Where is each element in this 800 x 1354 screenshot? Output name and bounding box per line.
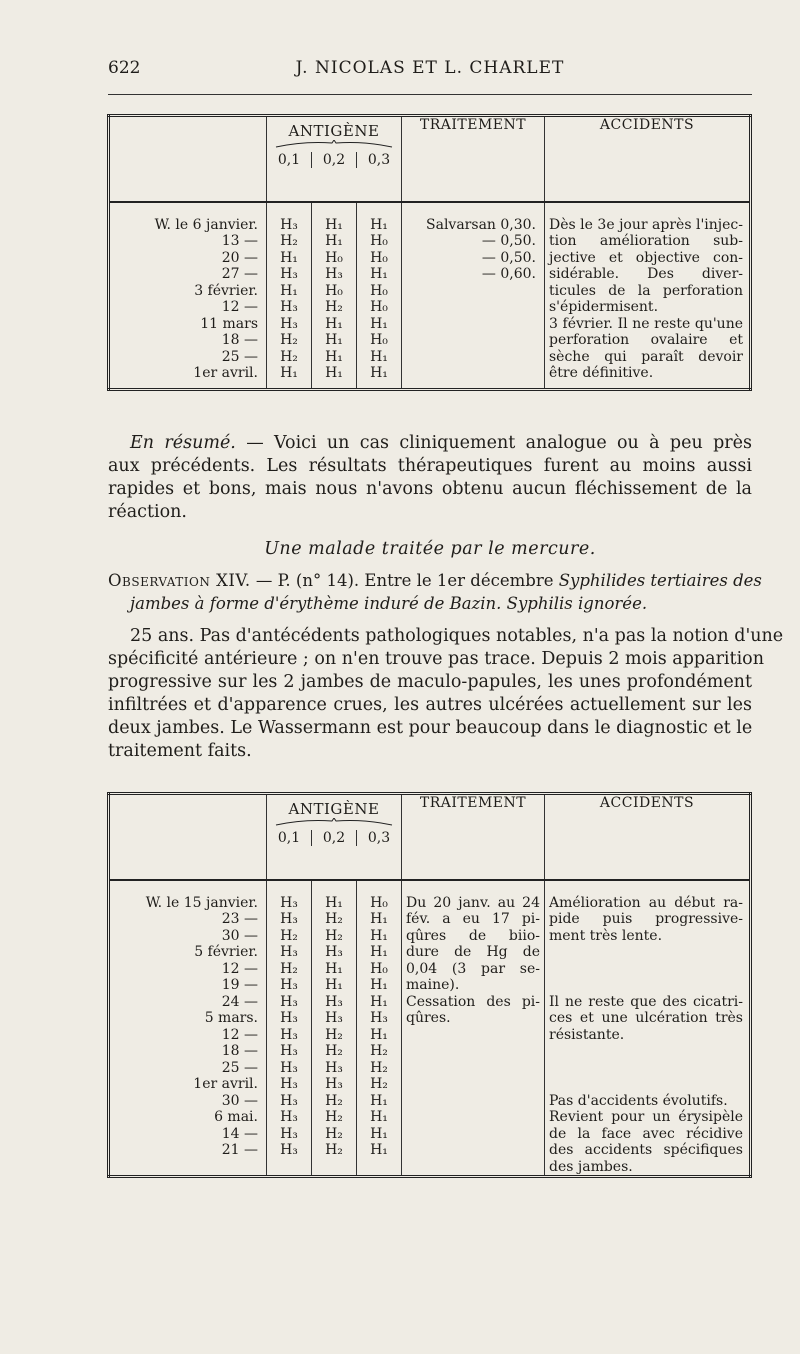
header-rule xyxy=(108,94,752,95)
antigen-value: H₁ xyxy=(370,216,388,233)
traitement-header: TRAITEMENT xyxy=(402,794,545,880)
antigen-value: H₁ xyxy=(280,365,298,381)
antigen-value: H₂ xyxy=(280,960,298,977)
antigen-value: H₃ xyxy=(280,1092,298,1109)
accidents-cell xyxy=(545,880,751,1177)
date-cells xyxy=(109,880,267,1177)
antigen-value: H₃ xyxy=(325,944,343,960)
antigen-value: H₀ xyxy=(325,282,343,299)
antigen-0.3-cells xyxy=(357,202,402,390)
antigen-value: H₀ xyxy=(370,332,388,348)
antigen-value: H₃ xyxy=(280,216,298,233)
antigen-value: H₂ xyxy=(325,1125,343,1142)
antigen-value: H₀ xyxy=(370,299,388,315)
row-date: 21 — xyxy=(221,1142,258,1158)
running-title: J. NICOLAS ET L. CHARLET xyxy=(295,58,565,78)
results-table-1 xyxy=(107,114,752,391)
antigen-value: H₁ xyxy=(325,348,343,365)
resume-line-1: En résumé. — Voici un cas cliniquement analogue ou à peu près xyxy=(130,433,752,453)
date-column-header xyxy=(109,794,267,880)
antigen-value: H₁ xyxy=(370,315,388,332)
antigen-value: H₃ xyxy=(370,1010,388,1026)
accidents-line: Dès le 3e jour après l'injec- xyxy=(549,216,743,233)
brace-icon xyxy=(274,140,394,148)
antigen-value: H₃ xyxy=(280,266,298,282)
antigen-value: H₁ xyxy=(370,266,388,282)
dose-label: 0,2 xyxy=(311,830,356,847)
row-date: 23 — xyxy=(221,911,258,927)
case-line: progressive sur les 2 jambes de maculo-papules, les unes profondément xyxy=(108,672,752,692)
traitement-line: — 0,50. xyxy=(481,233,536,249)
accidents-line: sèche qui paraît devoir xyxy=(549,348,743,365)
case-line: 25 ans. Pas d'antécédents pathologiques notables, n'a pas la notion d'une xyxy=(130,626,784,646)
antigen-value: H₃ xyxy=(280,944,298,960)
accidents-line: de la face avec récidive xyxy=(549,1125,743,1142)
antigen-value: H₃ xyxy=(280,1125,298,1142)
antigen-value: H₃ xyxy=(325,1076,343,1092)
row-date: W. le 6 janvier. xyxy=(154,216,258,233)
row-date: 5 mars. xyxy=(204,1010,258,1026)
blank-line xyxy=(549,1060,743,1077)
antigen-value: H₀ xyxy=(325,249,343,266)
body-text xyxy=(108,432,784,763)
traitement-line: — 0,60. xyxy=(481,266,536,282)
antigen-value: H₃ xyxy=(280,1076,298,1092)
antigen-value: H₀ xyxy=(370,960,388,977)
antigen-label: ANTIGÈNE xyxy=(288,800,380,818)
traitement-line: fév. a eu 17 pi- xyxy=(406,911,540,927)
traitement-line: Salvarsan 0,30. xyxy=(426,216,536,233)
antigen-value: H₃ xyxy=(280,1043,298,1059)
antigen-value: H₁ xyxy=(325,216,343,233)
page-header xyxy=(108,58,752,84)
blank-line xyxy=(549,944,743,961)
dose-label: 0,3 xyxy=(356,152,401,169)
antigen-0.1-cells xyxy=(267,202,312,390)
row-date: W. le 15 janvier. xyxy=(145,894,258,911)
antigen-header xyxy=(267,794,402,880)
antigen-value: H₃ xyxy=(280,1026,298,1043)
observation-line-2: jambes à forme d'érythème induré de Bazin. Syphilis ignorée. xyxy=(130,594,648,613)
accidents-cell xyxy=(545,202,751,390)
antigen-value: H₂ xyxy=(325,1026,343,1043)
antigen-value: H₁ xyxy=(370,348,388,365)
antigen-value: H₂ xyxy=(280,927,298,944)
blank-line xyxy=(549,961,743,978)
dose-label: 0,1 xyxy=(277,829,301,846)
antigen-value: H₀ xyxy=(370,233,388,249)
antigen-value: H₁ xyxy=(325,960,343,977)
antigen-value: H₁ xyxy=(370,365,388,381)
antigen-value: H₃ xyxy=(325,993,343,1010)
accidents-line: tion amélioration sub- xyxy=(549,233,743,249)
antigen-value: H₂ xyxy=(280,332,298,348)
accidents-line: résistante. xyxy=(549,1026,625,1043)
observation-heading xyxy=(108,569,762,615)
section-subheading: Une malade traitée par le mercure. xyxy=(264,539,596,559)
antigen-0.3-cells xyxy=(357,880,402,1177)
accidents-line: ces et une ulcération très xyxy=(549,1010,743,1026)
antigen-value: H₃ xyxy=(280,977,298,993)
antigen-value: H₂ xyxy=(325,1043,343,1059)
traitement-line: qûres de biio- xyxy=(406,927,540,944)
antigen-value: H₁ xyxy=(280,282,298,299)
antigen-value: H₂ xyxy=(325,927,343,944)
antigen-value: H₁ xyxy=(370,927,388,944)
accidents-line: sidérable. Des diver- xyxy=(549,266,743,282)
antigen-value: H₂ xyxy=(280,233,298,249)
blank-line xyxy=(549,1043,743,1060)
traitement-cell xyxy=(402,880,545,1177)
traitement-line: dure de Hg de xyxy=(406,944,540,960)
accidents-line: ment très lente. xyxy=(549,927,663,944)
antigen-value: H₂ xyxy=(325,1109,343,1125)
date-cells xyxy=(109,202,267,390)
traitement-cell xyxy=(402,202,545,390)
accidents-line: pide puis progressive- xyxy=(549,911,743,927)
antigen-0.1-cells xyxy=(267,880,312,1177)
row-date: 20 — xyxy=(221,249,258,266)
blank-line xyxy=(549,1076,743,1093)
antigen-value: H₁ xyxy=(280,249,298,266)
case-paragraph xyxy=(108,625,784,763)
case-line: infiltrées et d'apparence crues, les autres ulcérées actuellement sur les xyxy=(108,695,752,715)
antigen-value: H₃ xyxy=(280,315,298,332)
accidents-line: être définitive. xyxy=(549,365,654,381)
brace-icon xyxy=(274,818,394,826)
accidents-header: ACCIDENTS xyxy=(545,794,751,880)
antigen-value: H₂ xyxy=(370,1076,388,1092)
row-date: 13 — xyxy=(221,233,258,249)
accidents-line: jective et objective con- xyxy=(549,249,743,266)
antigen-value: H₂ xyxy=(325,911,343,927)
antigen-value: H₂ xyxy=(325,1092,343,1109)
antigen-value: H₃ xyxy=(280,911,298,927)
antigen-value: H₂ xyxy=(280,348,298,365)
case-line: spécificité antérieure ; on n'en trouve pas trace. Depuis 2 mois apparition xyxy=(108,649,764,669)
row-date: 12 — xyxy=(221,299,258,315)
resume-paragraph xyxy=(108,432,752,524)
antigen-value: H₁ xyxy=(325,233,343,249)
traitement-line: — 0,50. xyxy=(481,249,536,266)
row-date: 14 — xyxy=(221,1125,258,1142)
case-line: deux jambes. Le Wassermann est pour beaucoup dans le diagnostic et le xyxy=(108,718,753,738)
antigen-value: H₁ xyxy=(370,1026,388,1043)
antigen-label: ANTIGÈNE xyxy=(288,122,380,140)
dose-labels xyxy=(267,152,401,169)
row-date: 6 mai. xyxy=(214,1109,258,1125)
results-table-2 xyxy=(107,792,752,1178)
antigen-value: H₁ xyxy=(325,977,343,993)
dose-label: 0,1 xyxy=(277,151,301,168)
antigen-value: H₁ xyxy=(370,1142,388,1158)
antigen-value: H₁ xyxy=(370,1092,388,1109)
antigen-value: H₀ xyxy=(370,894,388,911)
antigen-value: H₃ xyxy=(280,993,298,1010)
row-date: 18 — xyxy=(221,332,258,348)
date-column-header xyxy=(109,116,267,202)
antigen-value: H₂ xyxy=(370,1043,388,1059)
antigen-value: H₃ xyxy=(325,1059,343,1076)
row-date: 5 février. xyxy=(194,944,258,960)
antigen-value: H₁ xyxy=(370,1109,388,1125)
case-line: traitement faits. xyxy=(108,741,252,761)
antigen-value: H₁ xyxy=(370,993,388,1010)
dose-label: 0,3 xyxy=(356,830,401,847)
row-date: 25 — xyxy=(221,348,258,365)
antigen-value: H₁ xyxy=(325,332,343,348)
antigen-value: H₃ xyxy=(325,1010,343,1026)
antigen-value: H₁ xyxy=(370,911,388,927)
antigen-value: H₃ xyxy=(280,299,298,315)
traitement-line: 0,04 (3 par se- xyxy=(406,960,540,977)
row-date: 27 — xyxy=(221,266,258,282)
resume-label: En résumé. xyxy=(130,433,236,453)
row-date: 24 — xyxy=(221,993,258,1010)
accidents-header: ACCIDENTS xyxy=(545,116,751,202)
antigen-header xyxy=(267,116,402,202)
row-date: 11 mars xyxy=(200,315,258,332)
antigen-value: H₂ xyxy=(325,299,343,315)
antigen-value: H₂ xyxy=(325,1142,343,1158)
observation-label: Observation XIV. xyxy=(108,571,251,590)
row-date: 1er avril. xyxy=(193,1076,258,1092)
resume-line: réaction. xyxy=(108,502,187,522)
accidents-line: Il ne reste que des cicatri- xyxy=(549,993,743,1010)
accidents-line: perforation ovalaire et xyxy=(549,332,743,348)
traitement-line: Du 20 janv. au 24 xyxy=(406,894,540,911)
antigen-value: H₃ xyxy=(280,894,298,911)
traitement-line: qûres. xyxy=(406,1010,451,1026)
antigen-value: H₀ xyxy=(370,282,388,299)
accidents-line: 3 février. Il ne reste qu'une xyxy=(549,315,743,332)
row-date: 19 — xyxy=(221,977,258,993)
resume-line: aux précédents. Les résultats thérapeutiques furent au moins aussi xyxy=(108,456,752,476)
antigen-value: H₁ xyxy=(370,944,388,960)
antigen-value: H₃ xyxy=(280,1142,298,1158)
row-date: 30 — xyxy=(221,927,258,944)
antigen-value: H₁ xyxy=(325,315,343,332)
antigen-value: H₀ xyxy=(370,249,388,266)
page-number: 622 xyxy=(108,58,141,78)
resume-line: rapides et bons, mais nous n'avons obtenu aucun fléchissement de la xyxy=(108,479,752,499)
antigen-value: H₁ xyxy=(325,365,343,381)
accidents-line: des jambes. xyxy=(549,1158,633,1175)
antigen-value: H₁ xyxy=(325,894,343,911)
antigen-value: H₁ xyxy=(370,1125,388,1142)
accidents-line: Revient pour un érysipèle xyxy=(549,1109,743,1125)
row-date: 25 — xyxy=(221,1059,258,1076)
antigen-value: H₃ xyxy=(325,266,343,282)
row-date: 12 — xyxy=(221,1026,258,1043)
row-date: 12 — xyxy=(221,960,258,977)
antigen-value: H₃ xyxy=(280,1109,298,1125)
traitement-line: maine). xyxy=(406,977,460,993)
antigen-value: H₃ xyxy=(280,1010,298,1026)
accidents-line: des accidents spécifiques xyxy=(549,1142,743,1158)
antigen-value: H₁ xyxy=(370,977,388,993)
antigen-value: H₂ xyxy=(370,1059,388,1076)
antigen-value: H₃ xyxy=(280,1059,298,1076)
accidents-line: s'épidermisent. xyxy=(549,299,659,315)
dose-labels xyxy=(267,830,401,847)
accidents-line: Pas d'accidents évolutifs. xyxy=(549,1092,728,1109)
blank-line xyxy=(549,977,743,994)
dose-label: 0,2 xyxy=(311,152,356,169)
accidents-line: Amélioration au début ra- xyxy=(549,894,743,911)
accidents-line: ticules de la perforation xyxy=(549,282,743,299)
antigen-0.2-cells xyxy=(312,202,357,390)
observation-line-1: Observation XIV. — P. (n° 14). Entre le 1er décembre Syphilides tertiaires des xyxy=(108,571,762,590)
traitement-line: Cessation des pi- xyxy=(406,993,540,1010)
row-date: 30 — xyxy=(221,1092,258,1109)
row-date: 3 février. xyxy=(194,282,258,299)
antigen-0.2-cells xyxy=(312,880,357,1177)
row-date: 18 — xyxy=(221,1043,258,1059)
row-date: 1er avril. xyxy=(193,365,258,381)
traitement-header: TRAITEMENT xyxy=(402,116,545,202)
